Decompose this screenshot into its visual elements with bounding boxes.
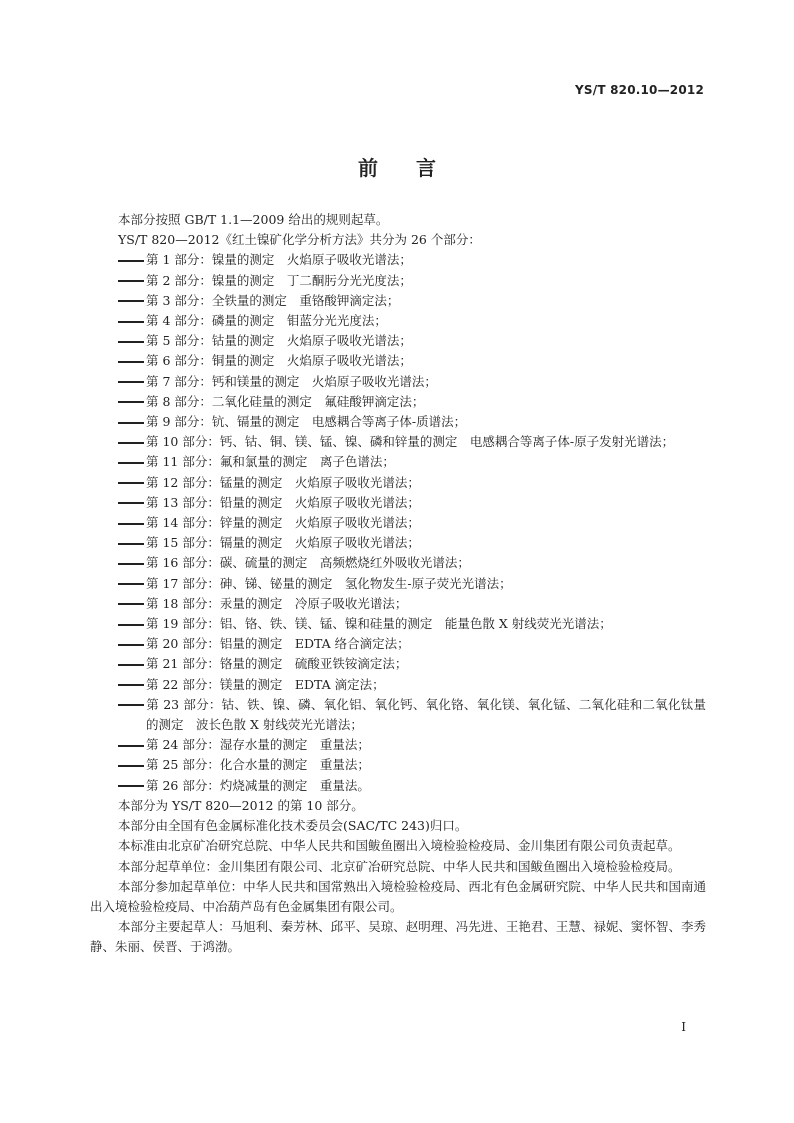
part-item-text: 第 24 部分：湿存水量的测定 重量法； xyxy=(146,737,370,753)
dash-mark xyxy=(118,280,144,282)
outro-paragraph: 本部分为 YS/T 820—2012 的第 10 部分。 xyxy=(118,797,364,813)
part-item-text: 第 5 部分：钴量的测定 火焰原子吸收光谱法； xyxy=(146,333,412,349)
part-item-text: 第 26 部分：灼烧减量的测定 重量法。 xyxy=(146,777,370,793)
dash-mark xyxy=(118,341,144,343)
outro-paragraph: 本部分参加起草单位：中华人民共和国常熟出入境检验检疫局、西北有色金属研究院、中华人民共和国南通出入境检验检疫局、中冶葫芦岛有色金属集团有限公司。 xyxy=(90,878,706,914)
dash-mark xyxy=(118,603,144,605)
dash-mark xyxy=(118,361,144,363)
dash-mark xyxy=(118,401,144,403)
part-item-text: 第 14 部分：锌量的测定 火焰原子吸收光谱法； xyxy=(146,515,420,531)
part-item-text: 第 21 部分：铬量的测定 硫酸亚铁铵滴定法； xyxy=(146,656,408,672)
part-item xyxy=(90,574,706,594)
parts-list xyxy=(90,250,706,795)
dash-mark xyxy=(118,422,144,424)
standard-code: YS/T 820.10—2012 xyxy=(575,83,704,97)
part-item-text: 第 15 部分：镉量的测定 火焰原子吸收光谱法； xyxy=(146,535,420,551)
part-item-text: 第 2 部分：镍量的测定 丁二酮肟分光光度法； xyxy=(146,272,412,288)
part-item xyxy=(90,513,706,533)
dash-mark xyxy=(118,583,144,585)
dash-mark xyxy=(118,684,144,686)
dash-mark xyxy=(118,563,144,565)
foreword-body xyxy=(90,210,706,958)
part-item xyxy=(90,695,706,735)
dash-mark xyxy=(118,321,144,323)
part-item xyxy=(90,675,706,695)
part-item xyxy=(90,614,706,634)
dash-mark xyxy=(118,462,144,464)
part-item-text: 第 19 部分：铝、铬、铁、镁、锰、镍和硅量的测定 能量色散 X 射线荧光光谱法； xyxy=(146,616,612,632)
part-item xyxy=(90,432,706,452)
dash-mark xyxy=(118,300,144,302)
part-item xyxy=(90,351,706,371)
dash-mark xyxy=(118,624,144,626)
part-item xyxy=(90,493,706,513)
part-item xyxy=(90,634,706,654)
part-item-text: 第 9 部分：钪、镉量的测定 电感耦合等离子体-质谱法； xyxy=(146,414,467,430)
dash-mark xyxy=(118,482,144,484)
outro-paragraph: 本部分由全国有色金属标准化技术委员会(SAC/TC 243)归口。 xyxy=(118,818,468,834)
part-item-text: 第 8 部分：二氧化硅量的测定 氟硅酸钾滴定法； xyxy=(146,393,425,409)
part-item xyxy=(90,372,706,392)
part-item xyxy=(90,654,706,674)
part-item-text: 第 17 部分：砷、锑、铋量的测定 氢化物发生-原子荧光光谱法； xyxy=(146,575,512,591)
part-item-text: 第 13 部分：铅量的测定 火焰原子吸收光谱法； xyxy=(146,494,420,510)
part-item-text: 第 3 部分：全铁量的测定 重铬酸钾滴定法； xyxy=(146,292,400,308)
part-item xyxy=(90,533,706,553)
part-item-text: 第 25 部分：化合水量的测定 重量法； xyxy=(146,757,370,773)
dash-mark xyxy=(118,785,144,787)
intro-paragraph: YS/T 820—2012《红土镍矿化学分析方法》共分为 26 个部分： xyxy=(118,232,481,248)
part-item-text: 第 4 部分：磷量的测定 钼蓝分光光度法； xyxy=(146,313,387,329)
part-item xyxy=(90,311,706,331)
outro-paragraph: 本部分起草单位：金川集团有限公司、北京矿冶研究总院、中华人民共和国鲅鱼圈出入境检验检疫局。 xyxy=(118,858,681,874)
part-item xyxy=(90,412,706,432)
outro-paragraph: 本标准由北京矿冶研究总院、中华人民共和国鲅鱼圈出入境检验检疫局、金川集团有限公司负责起草。 xyxy=(118,838,681,854)
part-item xyxy=(90,473,706,493)
part-item-text: 第 20 部分：铝量的测定 EDTA 络合滴定法； xyxy=(146,636,410,652)
dash-mark xyxy=(118,704,144,706)
part-item-text: 第 12 部分：锰量的测定 火焰原子吸收光谱法； xyxy=(146,474,420,490)
page-number: I xyxy=(681,1020,686,1034)
part-item xyxy=(90,271,706,291)
dash-mark xyxy=(118,523,144,525)
part-item xyxy=(90,250,706,270)
part-item xyxy=(90,291,706,311)
part-item-text: 第 22 部分：镁量的测定 EDTA 滴定法； xyxy=(146,676,385,692)
dash-mark xyxy=(118,765,144,767)
part-item xyxy=(90,331,706,351)
dash-mark xyxy=(118,664,144,666)
part-item-text: 第 1 部分：镍量的测定 火焰原子吸收光谱法； xyxy=(146,252,412,268)
part-item-text: 第 7 部分：钙和镁量的测定 火焰原子吸收光谱法； xyxy=(146,373,437,389)
part-item-text: 第 10 部分：钙、钴、铜、镁、锰、镍、磷和锌量的测定 电感耦合等离子体-原子发射光谱法； xyxy=(146,434,675,450)
intro-paragraph: 本部分按照 GB/T 1.1—2009 给出的规则起草。 xyxy=(118,212,389,227)
dash-mark xyxy=(118,260,144,262)
dash-mark xyxy=(118,543,144,545)
part-item-text: 第 18 部分：汞量的测定 冷原子吸收光谱法； xyxy=(146,595,408,611)
part-item xyxy=(90,553,706,573)
part-item-text: 第 23 部分：钴、铁、镍、磷、氧化铝、氧化钙、氧化铬、氧化镁、氧化锰、二氧化硅和二氧化钛量的测定 波长色散 X 射线荧光光谱法； xyxy=(146,696,706,733)
part-item xyxy=(90,735,706,755)
dash-mark xyxy=(118,442,144,444)
part-item xyxy=(90,776,706,796)
dash-mark xyxy=(118,381,144,383)
dash-mark xyxy=(118,745,144,747)
part-item xyxy=(90,594,706,614)
part-item-text: 第 6 部分：铜量的测定 火焰原子吸收光谱法； xyxy=(146,353,412,369)
dash-mark xyxy=(118,502,144,504)
part-item xyxy=(90,392,706,412)
dash-mark xyxy=(118,644,144,646)
part-item xyxy=(90,452,706,472)
part-item xyxy=(90,755,706,775)
page-title: 前言 xyxy=(358,156,474,180)
outro-paragraph: 本部分主要起草人：马旭利、秦芳林、邱平、吴琼、赵明理、冯先进、王艳君、王慧、禄妮、窦怀智、李秀静、朱丽、侯晋、于鸿渤。 xyxy=(90,919,706,955)
part-item-text: 第 11 部分：氟和氯量的测定 离子色谱法； xyxy=(146,454,395,470)
part-item-text: 第 16 部分：碳、硫量的测定 高频燃烧红外吸收光谱法； xyxy=(146,555,470,571)
